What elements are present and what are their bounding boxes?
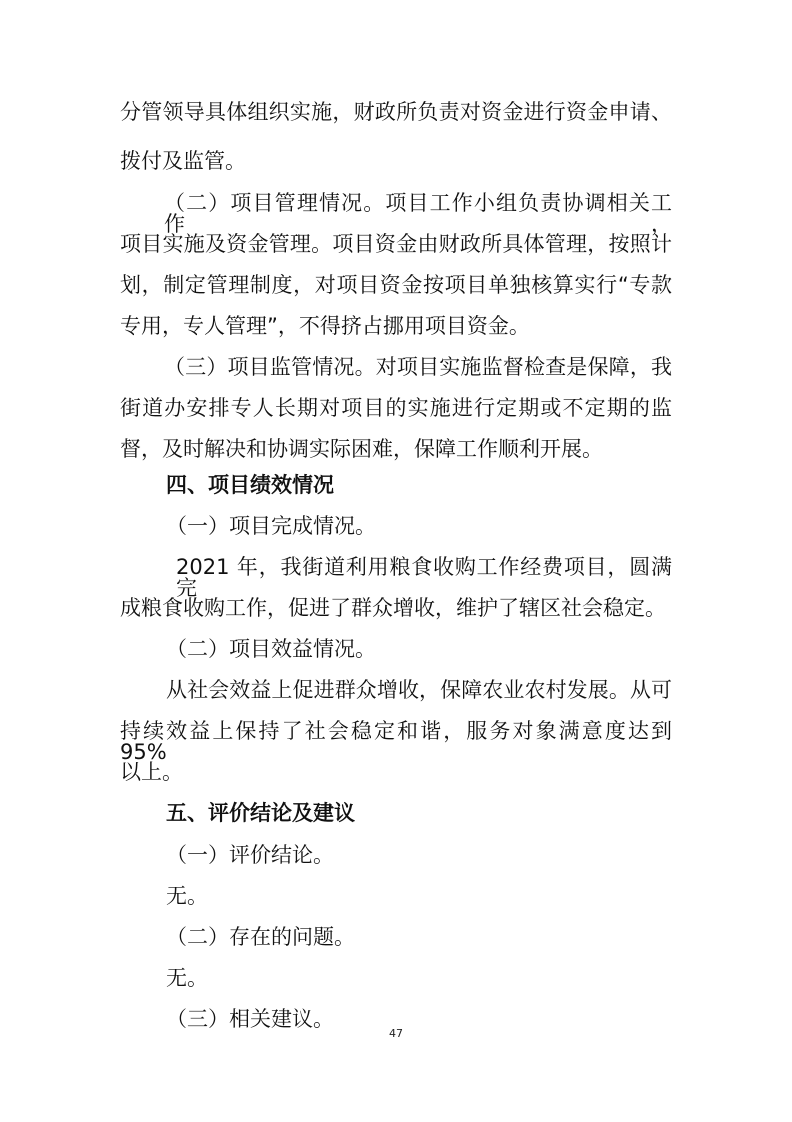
body-text-line: （二）项目管理情况。项目工作小组负责协调相关工作， <box>164 191 672 236</box>
body-text-line: 专用，专人管理”，不得挤占挪用项目资金。 <box>120 314 530 338</box>
subsection-heading: （二）存在的问题。 <box>166 925 355 949</box>
body-text-line: 无。 <box>166 966 208 990</box>
body-text-line: 分管领导具体组织实施，财政所负责对资金进行资金申请、 <box>120 100 672 124</box>
section-heading: 五、评价结论及建议 <box>166 801 355 825</box>
body-text-line: 划，制定管理制度，对项目资金按项目单独核算实行“专款 <box>120 273 672 297</box>
body-text-line: 街道办安排专人长期对项目的实施进行定期或不定期的监 <box>120 396 672 420</box>
body-text-line: 项目实施及资金管理。项目资金由财政所具体管理，按照计 <box>120 232 672 256</box>
subsection-heading: （一）项目完成情况。 <box>166 514 376 538</box>
body-text-line: 持续效益上保持了社会稳定和谐，服务对象满意度达到 95% <box>120 719 672 764</box>
subsection-heading: （一）评价结论。 <box>166 843 334 867</box>
section-heading: 四、项目绩效情况 <box>166 473 334 497</box>
body-text-line: 以上。 <box>120 760 183 784</box>
body-text-line: 成粮食收购工作，促进了群众增收，维护了辖区社会稳定。 <box>120 596 666 620</box>
body-text-line: 2021 年，我街道利用粮食收购工作经费项目，圆满完 <box>176 555 672 600</box>
body-text-line: 督，及时解决和协调实际困难，保障工作顺利开展。 <box>120 437 603 461</box>
body-text-line: 拨付及监管。 <box>120 149 246 173</box>
body-text-line: 从社会效益上促进群众增收，保障农业农村发展。从可 <box>166 678 672 702</box>
page-number: 47 <box>389 1027 403 1040</box>
subsection-heading: （三）相关建议。 <box>166 1007 334 1031</box>
subsection-heading: （二）项目效益情况。 <box>166 637 376 661</box>
body-text-line: （三）项目监管情况。对项目实施监督检查是保障，我 <box>164 355 672 379</box>
body-text-line: 无。 <box>166 884 208 908</box>
